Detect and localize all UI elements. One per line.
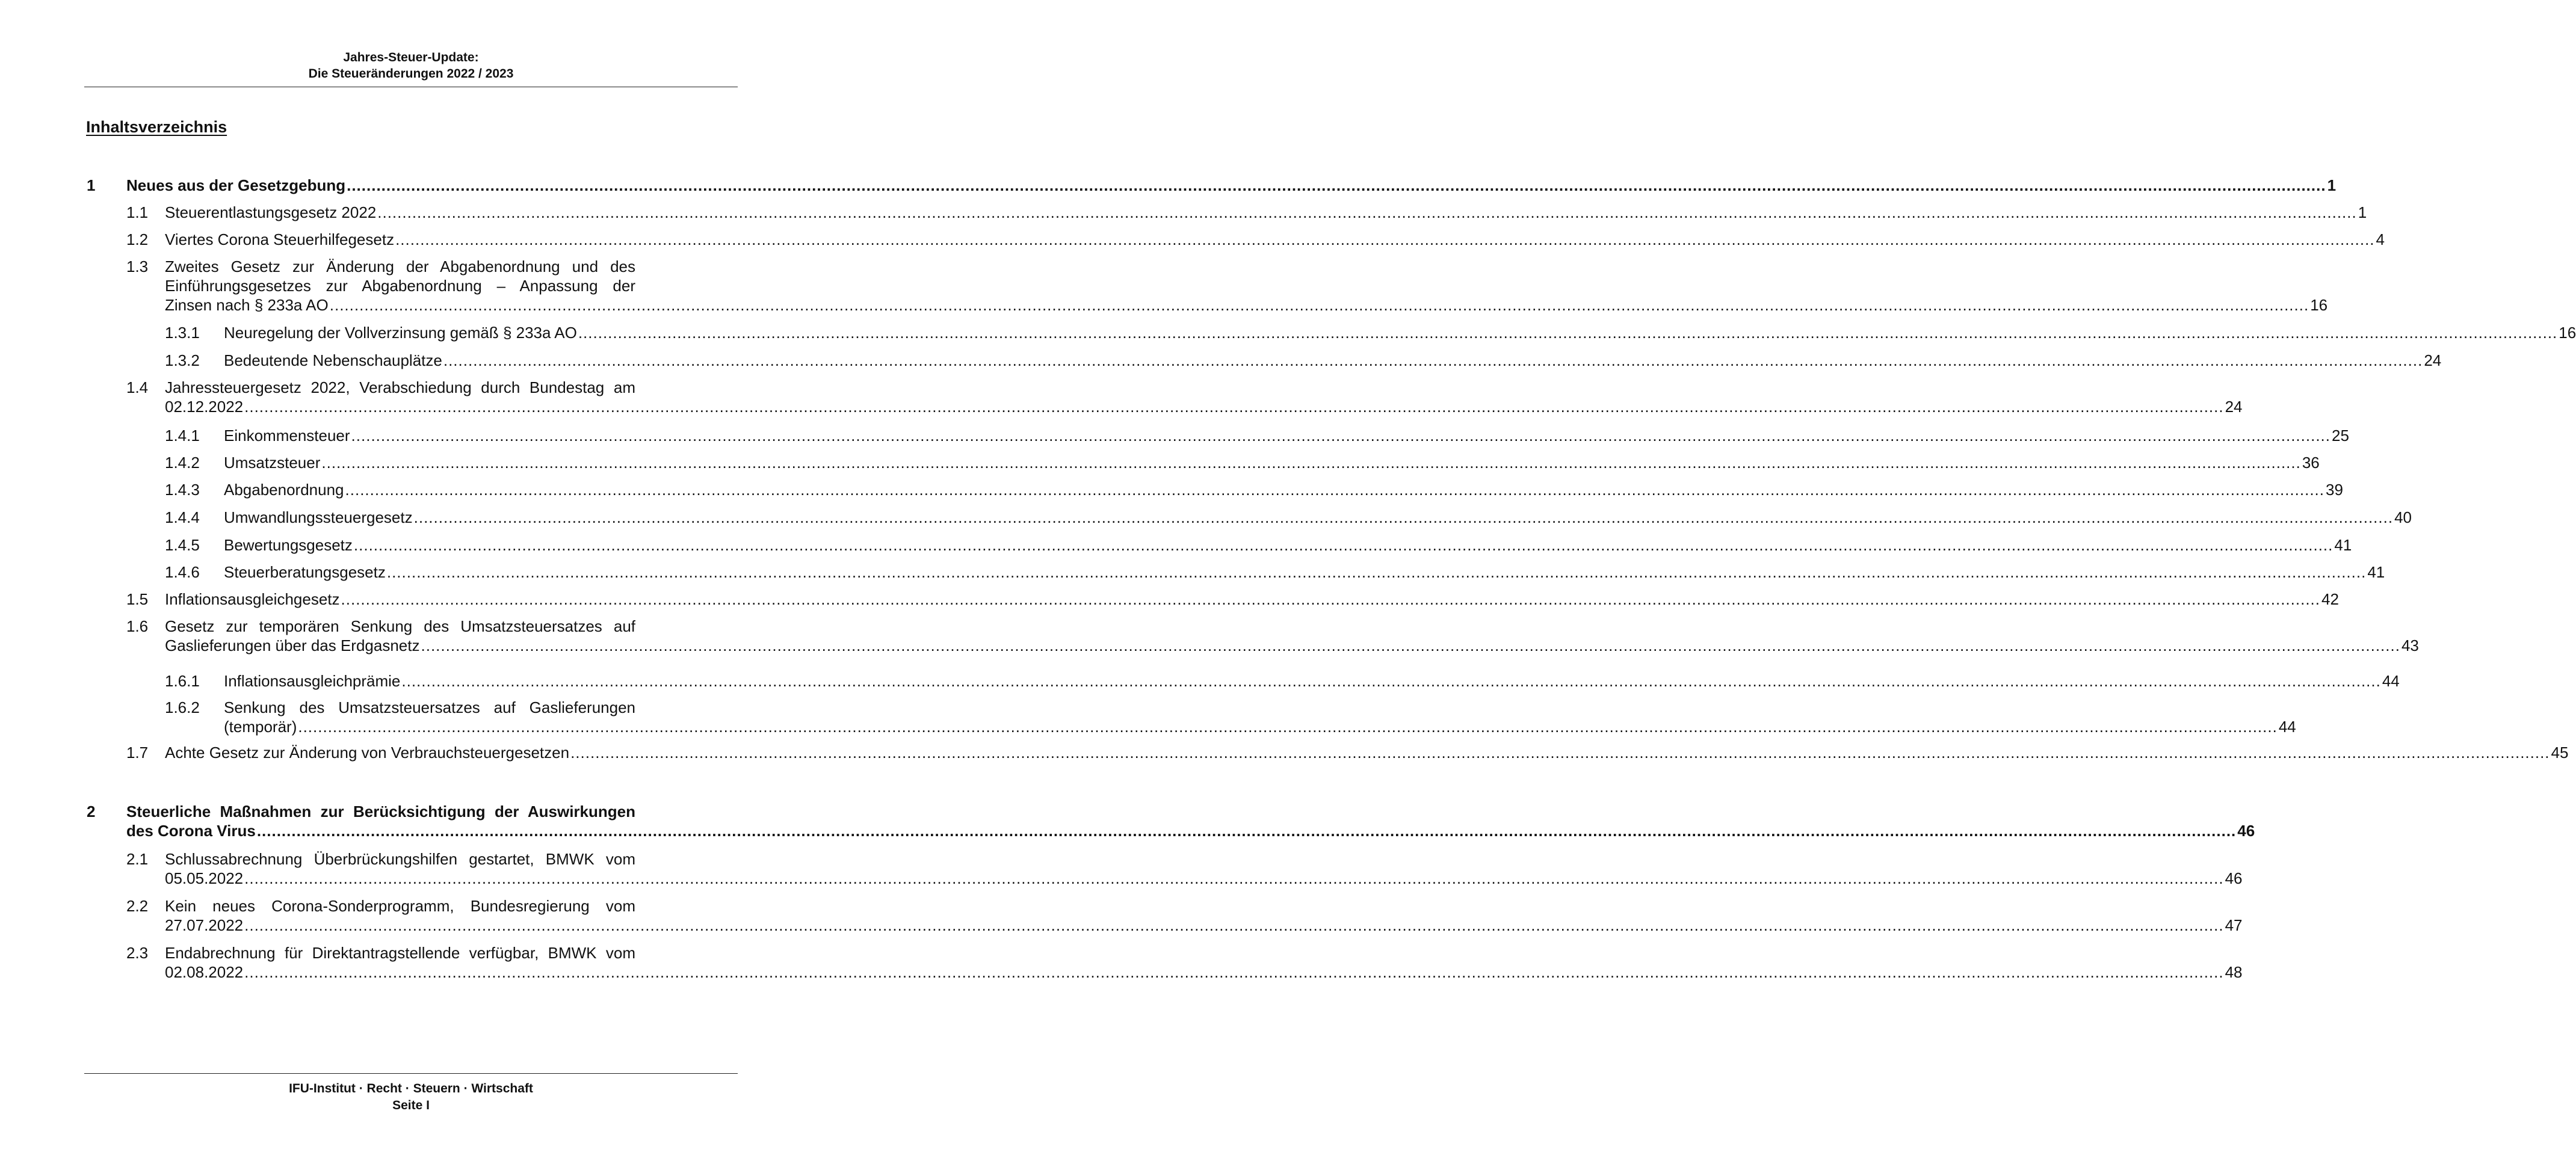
- toc-entry-page: 47: [2225, 916, 2243, 934]
- toc-entry-page: 16: [2310, 296, 2328, 314]
- header-line-2: Die Steueränderungen 2022 / 2023: [308, 67, 514, 81]
- toc-entry[interactable]: [126, 590, 2339, 609]
- toc-entry-page: 36: [2302, 454, 2320, 472]
- dot-leader: ................................................................................................................................................................................................................................................................................................................................................................................................................: [570, 744, 2550, 762]
- toc-entry-page: 40: [2394, 508, 2412, 526]
- dot-leader: ................................................................................................................................................................................................................................................................................................................................................................................................................: [244, 869, 2224, 887]
- toc-entry-page: 42: [2321, 590, 2339, 608]
- toc-entry-number: 1: [87, 176, 96, 194]
- toc-entry[interactable]: [165, 426, 2349, 445]
- toc-entry-title-line: Schlussabrechnung Überbrückungshilfen gestartet, BMWK vom: [165, 850, 635, 868]
- toc-entry-title-line: Jahressteuergesetz 2022, Verabschiedung durch Bundestag am: [165, 378, 635, 396]
- toc-entry-number: 1.2: [126, 230, 149, 248]
- dot-leader: ................................................................................................................................................................................................................................................................................................................................................................................................................: [244, 916, 2224, 934]
- toc-entry[interactable]: [165, 671, 2400, 691]
- toc-entry-title-line: 02.08.2022: [165, 963, 244, 981]
- footer-line-2: Seite I: [392, 1098, 430, 1112]
- toc-entry[interactable]: [165, 480, 2343, 499]
- toc-entry-title-line: Einkommensteuer: [224, 427, 350, 445]
- toc-title: Inhaltsverzeichnis: [86, 118, 227, 136]
- toc-entry-page: 24: [2424, 351, 2442, 369]
- toc-entry-title-line: Viertes Corona Steuerhilfegesetz: [165, 230, 395, 248]
- toc-entry-page: 41: [2334, 536, 2352, 554]
- toc-entry-number: 1.5: [126, 590, 149, 608]
- dot-leader: ................................................................................................................................................................................................................................................................................................................................................................................................................: [413, 508, 2394, 526]
- toc-entry-title-line: Achte Gesetz zur Änderung von Verbrauchsteuergesetzen: [165, 744, 570, 762]
- toc-entry-page: 16: [2559, 324, 2576, 342]
- toc-entry-page: 41: [2367, 563, 2385, 581]
- toc-entry-title-line: 27.07.2022: [165, 916, 244, 934]
- toc-entry-number: 1.3: [126, 257, 149, 276]
- toc-entry[interactable]: [165, 323, 2576, 342]
- toc-entry[interactable]: [165, 562, 2385, 582]
- toc-entry-title-line: Bewertungsgesetz: [224, 536, 353, 554]
- toc-entry[interactable]: [126, 378, 2243, 416]
- toc-entry-number: 1.4.2: [165, 454, 200, 472]
- toc-entry-page: 43: [2401, 636, 2419, 654]
- toc-entry-number: 1.4.4: [165, 508, 200, 526]
- toc-entry-page: 45: [2551, 744, 2569, 762]
- toc-entry-title-line: 05.05.2022: [165, 869, 244, 887]
- header-line-1: Jahres-Steuer-Update:: [343, 51, 479, 64]
- page-footer: [84, 1080, 738, 1114]
- toc-entry-title-line: Steuerliche Maßnahmen zur Berücksichtigung der Auswirkungen: [126, 802, 635, 821]
- dot-leader: ................................................................................................................................................................................................................................................................................................................................................................................................................: [401, 672, 2381, 690]
- toc-entry-title-line: Umsatzsteuer: [224, 454, 321, 472]
- toc-entry-title-line: Neues aus der Gesetzgebung: [126, 176, 346, 194]
- toc-entry-page: 1: [2358, 203, 2367, 221]
- toc-entry-title-line: des Corona Virus: [126, 822, 256, 840]
- footer-rule: [84, 1073, 738, 1074]
- toc-entry-number: 1.4.1: [165, 427, 200, 445]
- toc-entry-number: 1.7: [126, 744, 149, 762]
- toc-entry[interactable]: [126, 617, 2419, 655]
- toc-entry-title-line: Gaslieferungen über das Erdgasnetz: [165, 636, 420, 654]
- toc-entry[interactable]: [126, 203, 2367, 222]
- toc-entry-number: 1.4: [126, 378, 149, 396]
- toc-entry-number: 1.4.3: [165, 481, 200, 499]
- toc-entry-number: 1.3.1: [165, 324, 200, 342]
- toc-entry-title-line: (temporär): [224, 718, 297, 736]
- dot-leader: ................................................................................................................................................................................................................................................................................................................................................................................................................: [321, 454, 2301, 472]
- dot-leader: ................................................................................................................................................................................................................................................................................................................................................................................................................: [341, 590, 2320, 608]
- toc-entry-title-line: Umwandlungssteuergesetz: [224, 508, 413, 526]
- toc-entry-title-line: Einführungsgesetzes zur Abgabenordnung – Anpassung der: [165, 277, 635, 295]
- dot-leader: ................................................................................................................................................................................................................................................................................................................................................................................................................: [298, 718, 2278, 736]
- dot-leader: ................................................................................................................................................................................................................................................................................................................................................................................................................: [256, 822, 2237, 840]
- toc-entry-page: 24: [2225, 398, 2243, 416]
- toc-entry-number: 2.2: [126, 897, 149, 915]
- toc-entry-title-line: Neuregelung der Vollverzinsung gemäß § 233a AO: [224, 324, 577, 342]
- toc-entry-number: 2.1: [126, 850, 149, 868]
- toc-entry[interactable]: [126, 896, 2243, 935]
- toc-entry[interactable]: [165, 453, 2320, 472]
- toc-entry-page: 44: [2278, 718, 2296, 736]
- toc-entry[interactable]: [126, 230, 2385, 249]
- toc-entry-title-line: Zinsen nach § 233a AO: [165, 296, 329, 314]
- footer-line-1: IFU-Institut · Recht · Steuern · Wirtschaft: [289, 1082, 533, 1095]
- toc-entry-title-line: Abgabenordnung: [224, 481, 344, 499]
- dot-leader: ................................................................................................................................................................................................................................................................................................................................................................................................................: [395, 230, 2375, 248]
- toc-entry-page: 1: [2327, 176, 2337, 194]
- dot-leader: ................................................................................................................................................................................................................................................................................................................................................................................................................: [443, 351, 2423, 369]
- toc-entry-number: 1.6: [126, 617, 149, 635]
- dot-leader: ................................................................................................................................................................................................................................................................................................................................................................................................................: [386, 563, 2367, 581]
- toc-entry[interactable]: [126, 257, 2328, 315]
- toc-entry-page: 44: [2382, 672, 2400, 690]
- toc-entry-page: 39: [2325, 481, 2343, 499]
- toc-entry[interactable]: [165, 698, 2296, 736]
- toc-entry-page: 46: [2237, 822, 2255, 840]
- toc-entry-number: 1.6.2: [165, 698, 200, 716]
- toc-entry-title-line: Steuerentlastungsgesetz 2022: [165, 203, 377, 221]
- toc-entry-title-line: Bedeutende Nebenschauplätze: [224, 351, 442, 369]
- dot-leader: ................................................................................................................................................................................................................................................................................................................................................................................................................: [244, 963, 2224, 981]
- dot-leader: ................................................................................................................................................................................................................................................................................................................................................................................................................: [244, 398, 2224, 416]
- toc-entry-title-line: 02.12.2022: [165, 398, 244, 416]
- toc-entry-number: 1.4.6: [165, 563, 200, 581]
- toc-entry-title-line: Kein neues Corona-Sonderprogramm, Bundesregierung vom: [165, 897, 635, 915]
- toc-entry-title-line: Senkung des Umsatzsteuersatzes auf Gaslieferungen: [224, 698, 635, 716]
- toc-entry-title-line: Inflationsausgleichgesetz: [165, 590, 340, 608]
- toc-entry[interactable]: [87, 176, 2337, 195]
- toc-entry[interactable]: [165, 508, 2412, 527]
- toc-entry-title-line: Inflationsausgleichprämie: [224, 672, 401, 690]
- toc-entry-title-line: Steuerberatungsgesetz: [224, 563, 386, 581]
- toc-entry-page: 4: [2376, 230, 2385, 248]
- dot-leader: ................................................................................................................................................................................................................................................................................................................................................................................................................: [351, 427, 2330, 445]
- toc-entry-page: 46: [2225, 869, 2243, 887]
- dot-leader: ................................................................................................................................................................................................................................................................................................................................................................................................................: [345, 481, 2324, 499]
- toc-entry[interactable]: [87, 802, 2255, 840]
- toc-entry[interactable]: [126, 943, 2243, 982]
- toc-entry-number: 1.1: [126, 203, 149, 221]
- toc-entry-number: 2.3: [126, 944, 149, 962]
- toc-entry-title-line: Gesetz zur temporären Senkung des Umsatzsteuersatzes auf: [165, 617, 635, 635]
- dot-leader: ................................................................................................................................................................................................................................................................................................................................................................................................................: [578, 324, 2558, 342]
- toc-entry-title-line: Endabrechnung für Direktantragstellende verfügbar, BMWK vom: [165, 944, 635, 962]
- toc-entry[interactable]: [165, 351, 2442, 370]
- dot-leader: ................................................................................................................................................................................................................................................................................................................................................................................................................: [329, 296, 2309, 314]
- toc-entry-title-line: Zweites Gesetz zur Änderung der Abgabenordnung und des: [165, 257, 635, 276]
- toc-entry[interactable]: [165, 535, 2352, 555]
- toc-entry-number: 2: [87, 802, 96, 821]
- toc-entry-page: 48: [2225, 963, 2243, 981]
- dot-leader: ................................................................................................................................................................................................................................................................................................................................................................................................................: [347, 176, 2326, 194]
- toc-entry-number: 1.3.2: [165, 351, 200, 369]
- toc-entry-number: 1.4.5: [165, 536, 200, 554]
- toc-entry-page: 25: [2332, 427, 2349, 445]
- toc-entry-number: 1.6.1: [165, 672, 200, 690]
- dot-leader: ................................................................................................................................................................................................................................................................................................................................................................................................................: [421, 636, 2400, 654]
- toc-entry[interactable]: [126, 849, 2243, 888]
- dot-leader: ................................................................................................................................................................................................................................................................................................................................................................................................................: [353, 536, 2334, 554]
- dot-leader: ................................................................................................................................................................................................................................................................................................................................................................................................................: [377, 203, 2357, 221]
- toc-entry[interactable]: [126, 743, 2569, 762]
